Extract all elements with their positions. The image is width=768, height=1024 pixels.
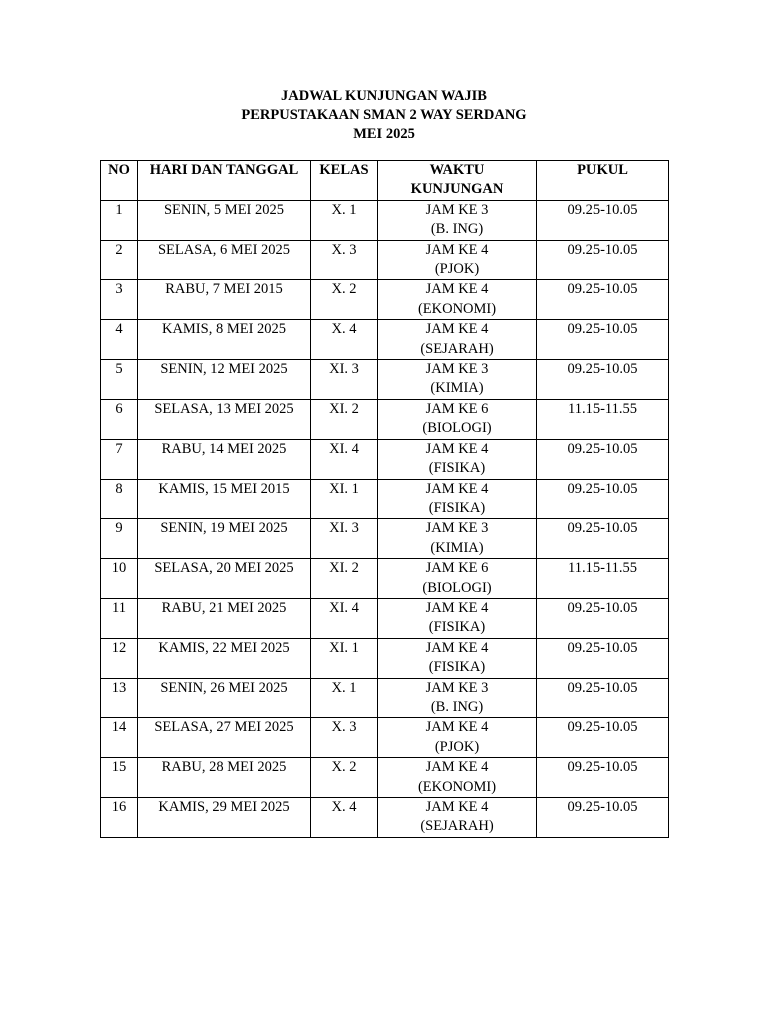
cell-visit-time — [378, 360, 537, 400]
cell-hour: 09.25-10.05 — [537, 240, 669, 280]
cell-class: XI. 3 — [311, 360, 378, 400]
table-row — [101, 320, 669, 360]
cell-visit-time-period: JAM KE 4 — [425, 480, 489, 497]
cell-hour: 11.15-11.55 — [537, 399, 669, 439]
cell-no: 16 — [101, 798, 138, 838]
cell-class: X. 2 — [311, 758, 378, 798]
cell-visit-time-period: JAM KE 3 — [425, 679, 489, 696]
cell-visit-time-period: JAM KE 4 — [425, 799, 489, 815]
cell-date: RABU, 21 MEI 2025 — [138, 598, 311, 638]
table-header-row — [101, 161, 669, 201]
table-row — [101, 718, 669, 758]
cell-visit-time-subject: (FISIKA) — [428, 619, 486, 636]
cell-class: X. 3 — [311, 240, 378, 280]
cell-date: SELASA, 20 MEI 2025 — [138, 559, 311, 599]
cell-visit-time-subject: (BIOLOGI) — [422, 579, 492, 596]
cell-visit-time — [378, 758, 537, 798]
cell-class: XI. 3 — [311, 519, 378, 559]
cell-visit-time — [378, 200, 537, 240]
table-row — [101, 439, 669, 479]
cell-class: X. 2 — [311, 280, 378, 320]
cell-no: 5 — [101, 360, 138, 400]
cell-visit-time — [378, 280, 537, 320]
cell-no: 15 — [101, 758, 138, 798]
cell-visit-time — [378, 638, 537, 678]
cell-date: SENIN, 12 MEI 2025 — [138, 360, 311, 400]
table-row — [101, 519, 669, 559]
cell-visit-time-subject: (KIMIA) — [430, 380, 484, 397]
table-row — [101, 559, 669, 599]
cell-class: XI. 1 — [311, 479, 378, 519]
cell-class: XI. 2 — [311, 399, 378, 439]
cell-visit-time — [378, 240, 537, 280]
cell-hour: 09.25-10.05 — [537, 479, 669, 519]
cell-visit-time-period: JAM KE 3 — [425, 201, 489, 218]
cell-hour: 09.25-10.05 — [537, 758, 669, 798]
cell-hour: 09.25-10.05 — [537, 638, 669, 678]
table-row — [101, 240, 669, 280]
cell-no: 1 — [101, 200, 138, 240]
cell-visit-time-period: JAM KE 4 — [425, 281, 489, 298]
header-no: NO — [101, 161, 138, 201]
cell-no: 9 — [101, 519, 138, 559]
cell-date: SELASA, 13 MEI 2025 — [138, 399, 311, 439]
cell-visit-time-subject: (PJOK) — [434, 738, 480, 755]
cell-visit-time — [378, 798, 537, 838]
cell-date: SENIN, 5 MEI 2025 — [138, 200, 311, 240]
cell-no: 2 — [101, 240, 138, 280]
table-row — [101, 360, 669, 400]
cell-date: KAMIS, 15 MEI 2015 — [138, 479, 311, 519]
cell-no: 7 — [101, 439, 138, 479]
cell-hour: 09.25-10.05 — [537, 798, 669, 838]
cell-no: 10 — [101, 559, 138, 599]
cell-hour: 09.25-10.05 — [537, 678, 669, 718]
cell-no: 12 — [101, 638, 138, 678]
cell-visit-time — [378, 718, 537, 758]
cell-visit-time-period: JAM KE 4 — [425, 719, 489, 736]
document-title — [0, 87, 768, 144]
cell-visit-time-subject: (EKONOMI) — [417, 778, 497, 795]
cell-class: X. 3 — [311, 718, 378, 758]
cell-no: 14 — [101, 718, 138, 758]
cell-visit-time-subject: (FISIKA) — [428, 659, 486, 676]
cell-visit-time-period: JAM KE 4 — [425, 321, 489, 338]
cell-visit-time-period: JAM KE 4 — [425, 241, 489, 258]
cell-visit-time — [378, 678, 537, 718]
cell-visit-time-subject: (FISIKA) — [428, 460, 486, 477]
table-row — [101, 758, 669, 798]
table-row — [101, 479, 669, 519]
cell-class: XI. 4 — [311, 439, 378, 479]
cell-no: 4 — [101, 320, 138, 360]
cell-hour: 09.25-10.05 — [537, 360, 669, 400]
title-line-1: JADWAL KUNJUNGAN WAJIB — [281, 88, 487, 104]
cell-visit-time-subject: (FISIKA) — [428, 499, 486, 516]
cell-visit-time — [378, 399, 537, 439]
cell-no: 6 — [101, 399, 138, 439]
cell-visit-time-subject: (KIMIA) — [430, 539, 484, 556]
cell-class: X. 4 — [311, 798, 378, 838]
cell-date: SENIN, 26 MEI 2025 — [138, 678, 311, 718]
cell-visit-time — [378, 598, 537, 638]
cell-hour: 09.25-10.05 — [537, 718, 669, 758]
cell-class: X. 4 — [311, 320, 378, 360]
table-row — [101, 399, 669, 439]
cell-visit-time-subject: (SEJARAH) — [420, 340, 494, 357]
cell-date: RABU, 7 MEI 2015 — [138, 280, 311, 320]
cell-visit-time-period: JAM KE 4 — [425, 440, 489, 457]
cell-no: 11 — [101, 598, 138, 638]
cell-class: X. 1 — [311, 200, 378, 240]
cell-class: XI. 1 — [311, 638, 378, 678]
table-row — [101, 798, 669, 838]
cell-visit-time-period: JAM KE 4 — [425, 759, 489, 776]
cell-date: KAMIS, 8 MEI 2025 — [138, 320, 311, 360]
cell-visit-time-period: JAM KE 6 — [425, 560, 489, 577]
header-visit-time — [378, 161, 537, 201]
cell-hour: 09.25-10.05 — [537, 200, 669, 240]
cell-visit-time-subject: (EKONOMI) — [417, 300, 497, 317]
cell-visit-time — [378, 439, 537, 479]
header-hour: PUKUL — [537, 161, 669, 201]
cell-hour: 09.25-10.05 — [537, 439, 669, 479]
cell-date: SENIN, 19 MEI 2025 — [138, 519, 311, 559]
table-row — [101, 598, 669, 638]
cell-visit-time-subject: (SEJARAH) — [420, 818, 494, 835]
cell-visit-time-period: JAM KE 3 — [425, 361, 489, 378]
cell-hour: 11.15-11.55 — [537, 559, 669, 599]
cell-hour: 09.25-10.05 — [537, 280, 669, 320]
cell-no: 13 — [101, 678, 138, 718]
cell-visit-time-period: JAM KE 4 — [425, 639, 489, 656]
cell-visit-time-subject: (PJOK) — [434, 261, 480, 278]
cell-date: KAMIS, 22 MEI 2025 — [138, 638, 311, 678]
cell-visit-time-subject: (BIOLOGI) — [422, 420, 492, 437]
table-row — [101, 678, 669, 718]
cell-hour: 09.25-10.05 — [537, 598, 669, 638]
header-date: HARI DAN TANGGAL — [138, 161, 311, 201]
header-visit-time-line-1: WAKTU — [429, 162, 485, 178]
header-class: KELAS — [311, 161, 378, 201]
table-row — [101, 280, 669, 320]
table-row — [101, 638, 669, 678]
cell-visit-time — [378, 519, 537, 559]
cell-date: KAMIS, 29 MEI 2025 — [138, 798, 311, 838]
cell-visit-time — [378, 479, 537, 519]
cell-visit-time-period: JAM KE 4 — [425, 599, 489, 616]
cell-class: X. 1 — [311, 678, 378, 718]
cell-date: RABU, 14 MEI 2025 — [138, 439, 311, 479]
cell-date: SELASA, 27 MEI 2025 — [138, 718, 311, 758]
cell-class: XI. 2 — [311, 559, 378, 599]
cell-no: 8 — [101, 479, 138, 519]
cell-class: XI. 4 — [311, 598, 378, 638]
cell-visit-time — [378, 320, 537, 360]
title-line-2: PERPUSTAKAAN SMAN 2 WAY SERDANG — [241, 107, 527, 123]
cell-hour: 09.25-10.05 — [537, 320, 669, 360]
header-visit-time-line-2: KUNJUNGAN — [410, 181, 504, 198]
cell-date: SELASA, 6 MEI 2025 — [138, 240, 311, 280]
visit-schedule-table — [100, 160, 669, 838]
cell-hour: 09.25-10.05 — [537, 519, 669, 559]
cell-visit-time-subject: (B. ING) — [430, 698, 484, 715]
cell-visit-time-period: JAM KE 6 — [425, 400, 489, 417]
cell-date: RABU, 28 MEI 2025 — [138, 758, 311, 798]
cell-no: 3 — [101, 280, 138, 320]
cell-visit-time-period: JAM KE 3 — [425, 520, 489, 537]
title-line-3: MEI 2025 — [353, 126, 415, 142]
cell-visit-time — [378, 559, 537, 599]
cell-visit-time-subject: (B. ING) — [430, 221, 484, 238]
table-body — [101, 200, 669, 837]
table-row — [101, 200, 669, 240]
